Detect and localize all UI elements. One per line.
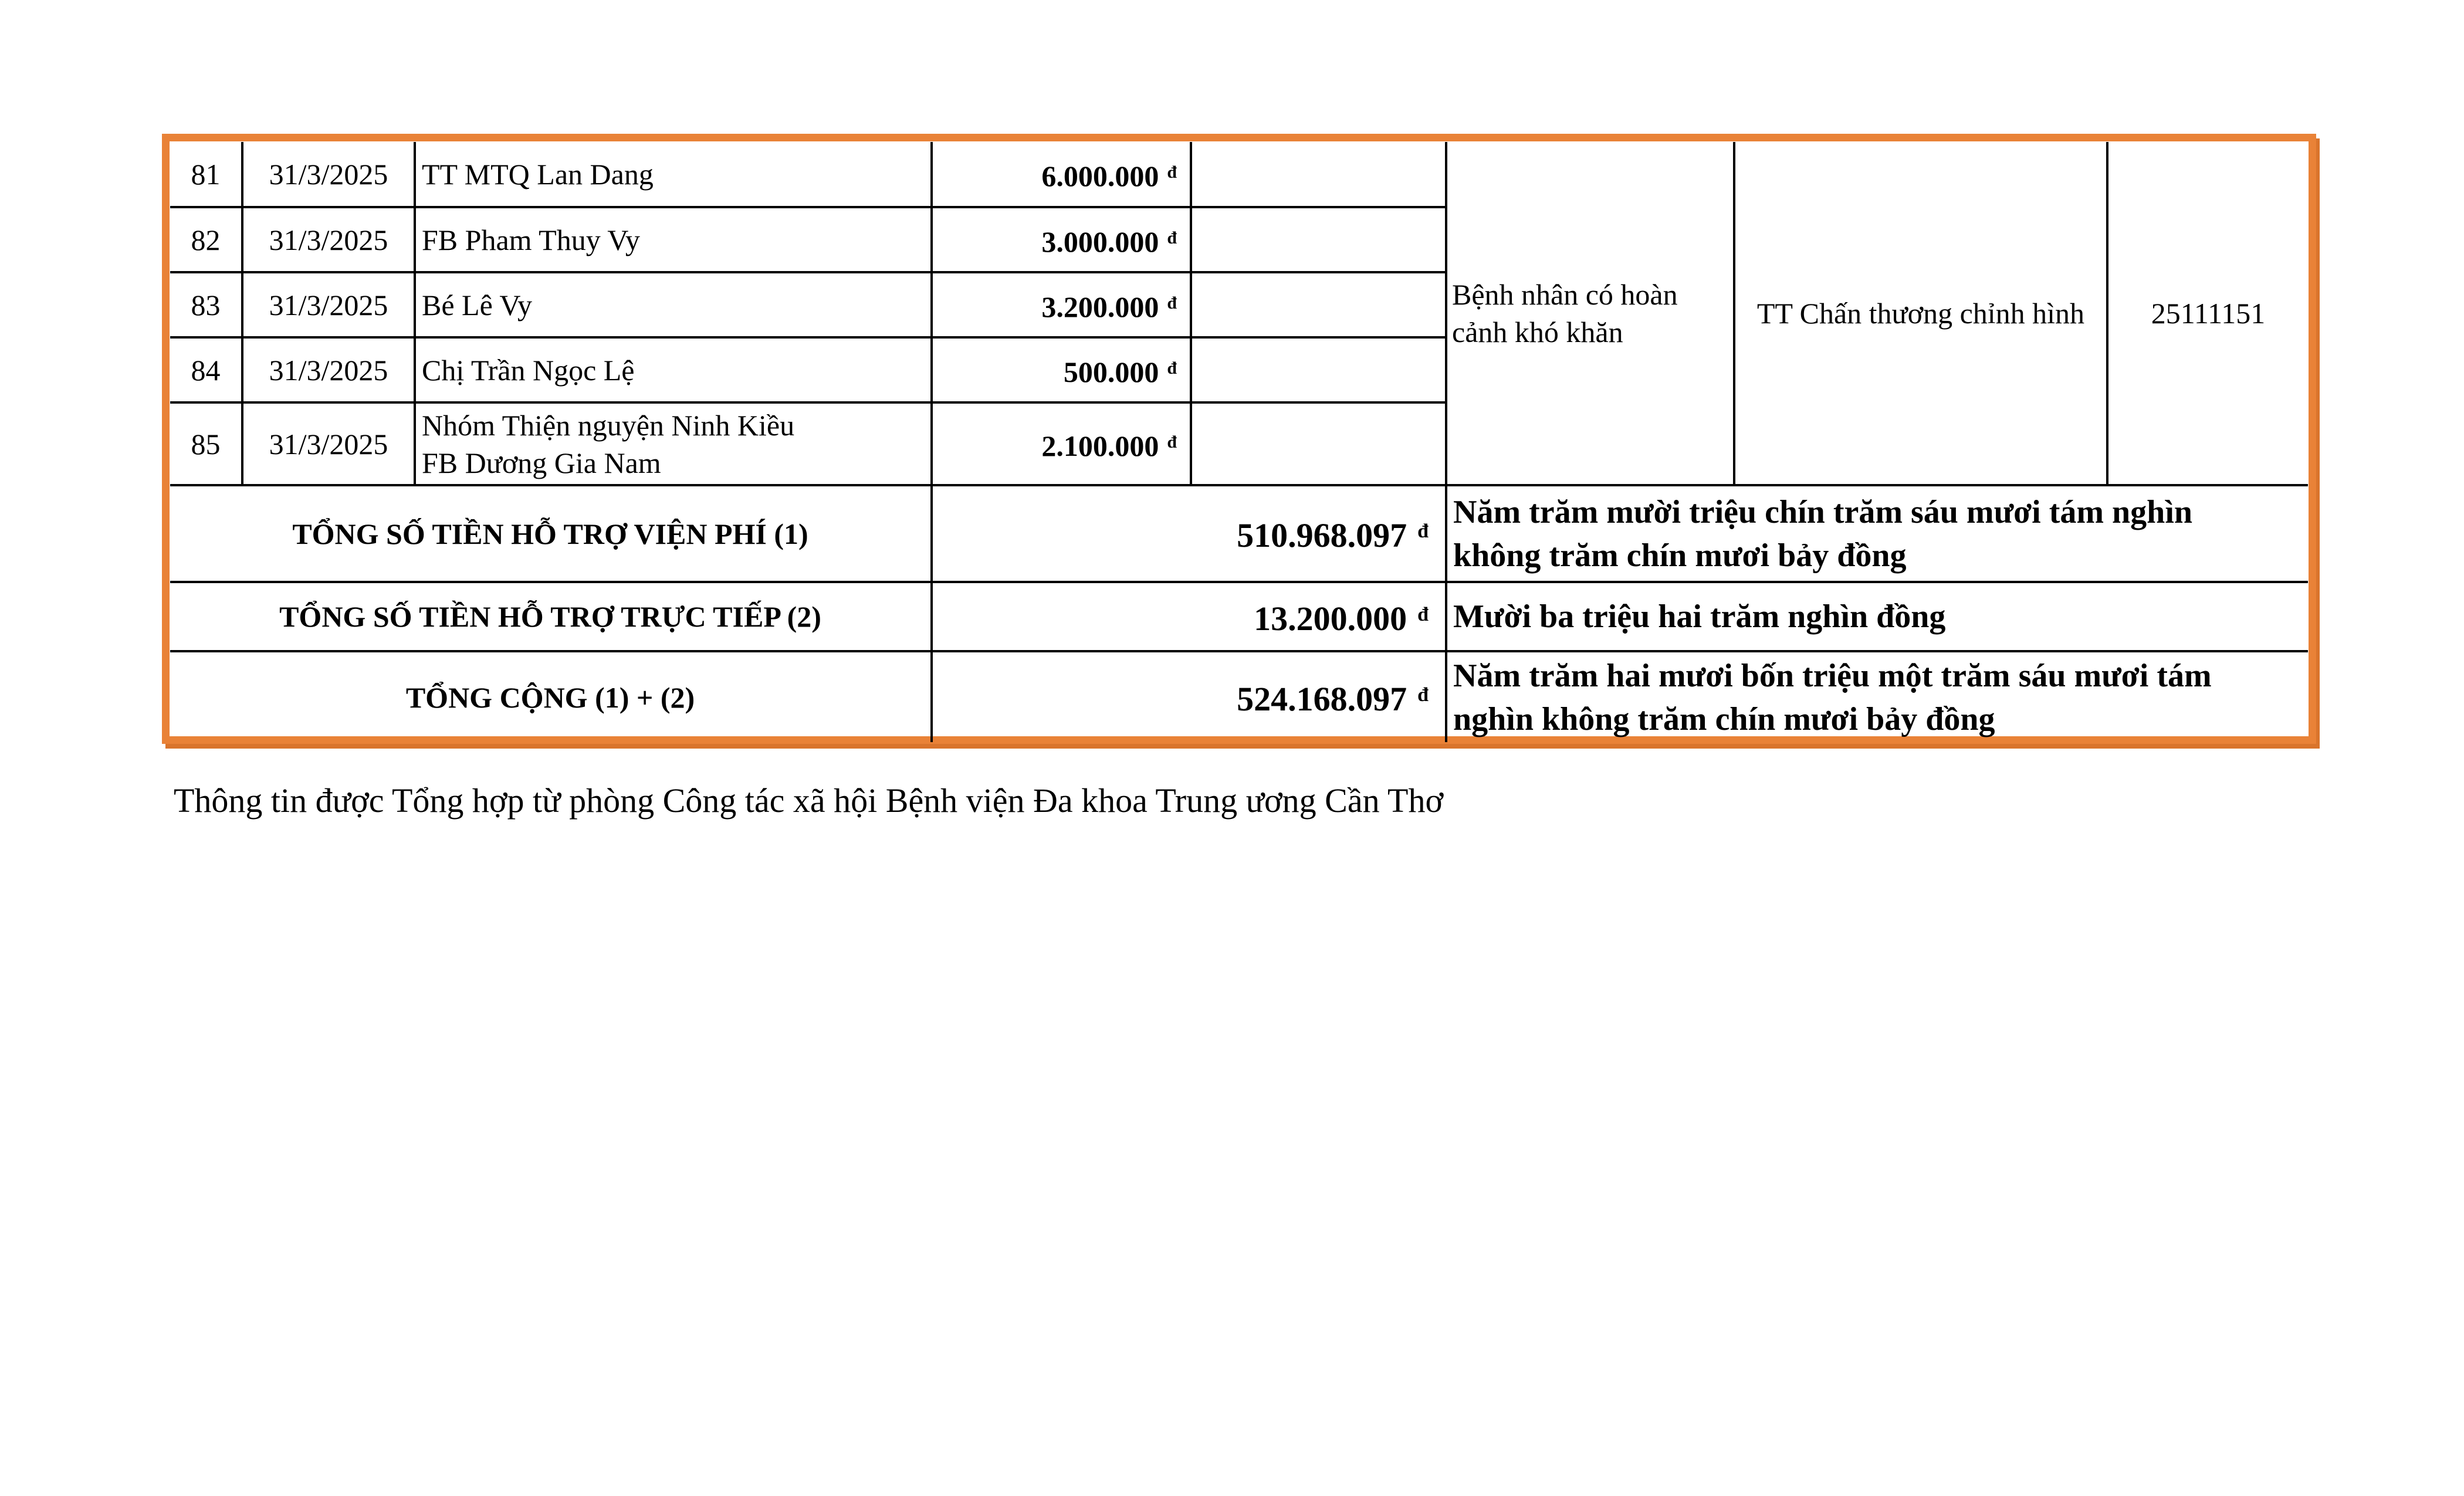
donation-amount: 500.000 $^đ$ bbox=[932, 337, 1191, 402]
total-label: TỔNG SỐ TIỀN HỖ TRỢ VIỆN PHÍ (1) bbox=[170, 485, 932, 582]
total-amount: 524.168.097 $^đ$ bbox=[932, 651, 1446, 742]
currency-symbol: đ bbox=[1417, 603, 1429, 625]
total-amount: 510.968.097 $^đ$ bbox=[932, 485, 1446, 582]
currency-symbol: đ bbox=[1167, 358, 1177, 378]
total-in-words: Năm trăm mười triệu chín trăm sáu mươi tám nghìn không trăm chín mươi bảy đồng bbox=[1446, 485, 2308, 582]
row-number: 83 bbox=[170, 272, 242, 337]
currency-symbol: đ bbox=[1167, 228, 1177, 248]
row-date: 31/3/2025 bbox=[242, 142, 415, 207]
currency-symbol: đ bbox=[1167, 432, 1177, 452]
empty-cell bbox=[1191, 402, 1446, 485]
currency-symbol: đ bbox=[1417, 520, 1429, 542]
total-label: TỔNG CỘNG (1) + (2) bbox=[170, 651, 932, 742]
donor-name: Bé Lê Vy bbox=[415, 272, 932, 337]
donor-name: TT MTQ Lan Dang bbox=[415, 142, 932, 207]
row-number: 85 bbox=[170, 402, 242, 485]
table-row bbox=[170, 142, 2308, 207]
donor-name: FB Pham Thuy Vy bbox=[415, 207, 932, 272]
donation-amount: 6.000.000 $^đ$ bbox=[932, 142, 1191, 207]
total-label: TỔNG SỐ TIỀN HỖ TRỢ TRỰC TIẾP (2) bbox=[170, 582, 932, 651]
empty-cell bbox=[1191, 272, 1446, 337]
donation-table bbox=[170, 142, 2308, 742]
donor-name: Nhóm Thiện nguyện Ninh Kiều FB Dương Gia Nam bbox=[415, 402, 932, 485]
total-in-words: Mười ba triệu hai trăm nghìn đồng bbox=[1446, 582, 2308, 651]
donation-amount: 3.000.000 $^đ$ bbox=[932, 207, 1191, 272]
row-date: 31/3/2025 bbox=[242, 337, 415, 402]
row-number: 81 bbox=[170, 142, 242, 207]
row-date: 31/3/2025 bbox=[242, 207, 415, 272]
donor-name: Chị Trần Ngọc Lệ bbox=[415, 337, 932, 402]
source-note: Thông tin được Tổng hợp từ phòng Công tác xã hội Bệnh viện Đa khoa Trung ương Cần Thơ bbox=[174, 781, 1444, 820]
row-number: 82 bbox=[170, 207, 242, 272]
empty-cell bbox=[1191, 142, 1446, 207]
row-date: 31/3/2025 bbox=[242, 402, 415, 485]
total-row-hospital-fee bbox=[170, 485, 2308, 582]
row-number: 84 bbox=[170, 337, 242, 402]
total-in-words: Năm trăm hai mươi bốn triệu một trăm sáu mươi tám nghìn không trăm chín mươi bảy đồng bbox=[1446, 651, 2308, 742]
currency-symbol: đ bbox=[1167, 293, 1177, 313]
currency-symbol: đ bbox=[1167, 162, 1177, 182]
total-amount: 13.200.000 $^đ$ bbox=[932, 582, 1446, 651]
currency-symbol: đ bbox=[1417, 684, 1429, 706]
donation-amount: 3.200.000 $^đ$ bbox=[932, 272, 1191, 337]
grand-total-row bbox=[170, 651, 2308, 742]
empty-cell bbox=[1191, 207, 1446, 272]
department: TT Chấn thương chỉnh hình bbox=[1734, 142, 2107, 485]
donation-amount: 2.100.000 $^đ$ bbox=[932, 402, 1191, 485]
empty-cell bbox=[1191, 337, 1446, 402]
patient-code: 25111151 bbox=[2107, 142, 2308, 485]
patient-note: Bệnh nhân có hoàn cảnh khó khăn bbox=[1446, 142, 1734, 485]
row-date: 31/3/2025 bbox=[242, 272, 415, 337]
total-row-direct-support bbox=[170, 582, 2308, 651]
